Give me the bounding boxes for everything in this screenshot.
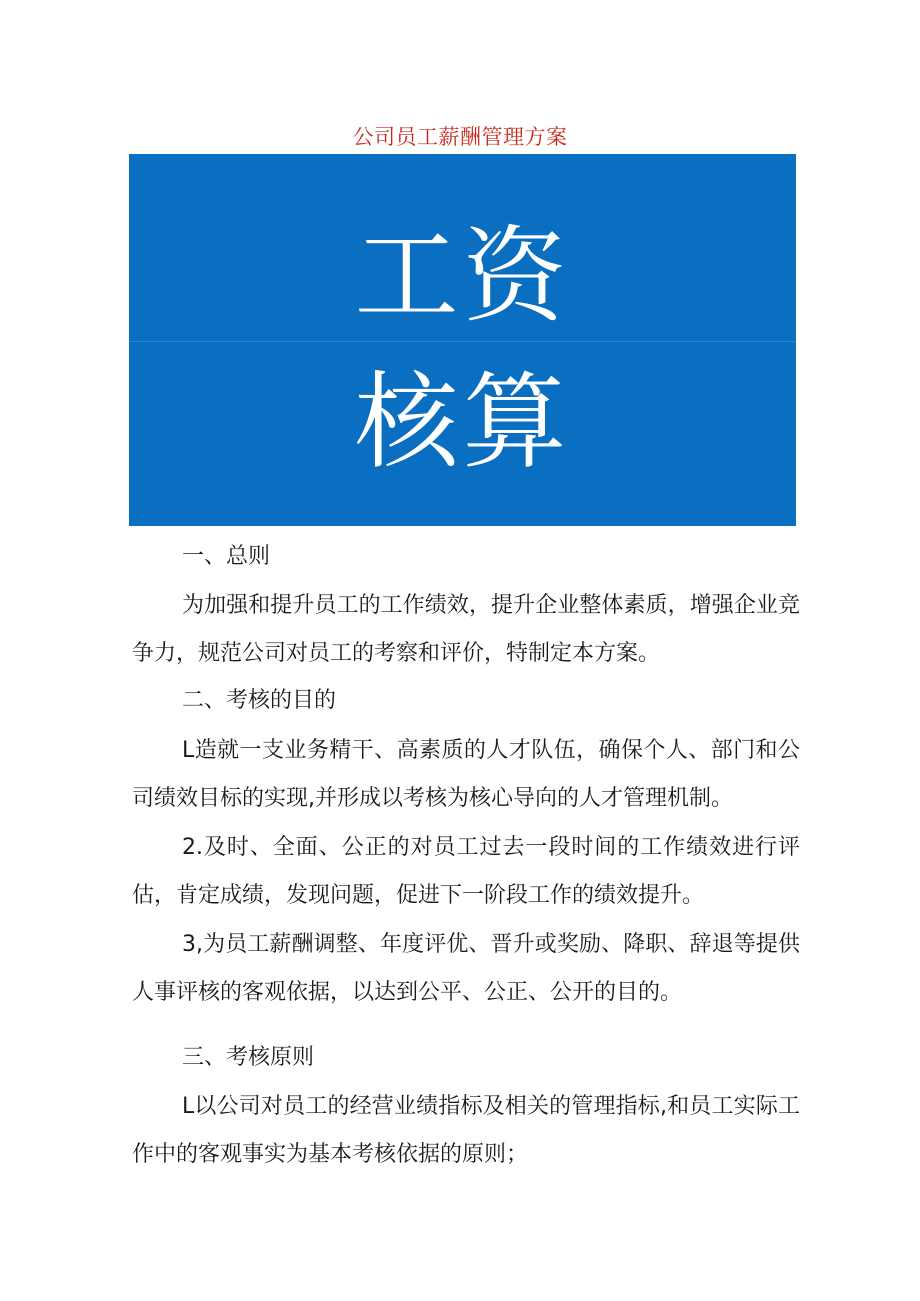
banner-line-1: 工资 [354,215,571,337]
cover-banner [129,154,796,526]
paragraph-general: 为加强和提升员工的工作绩效，提升企业整体素质，增强企业竞争力，规范公司对员工的考察和评价，特制定本方案。 [132,593,800,666]
paragraph-purpose-2: 2.及时、全面、公正的对员工过去一段时间的工作绩效进行评估，肯定成绩，发现问题，促进下一阶段工作的绩效提升。 [132,835,800,908]
banner-line-2: 核算 [354,361,571,483]
paragraph-purpose-1: L造就一支业务精干、高素质的人才队伍，确保个人、部门和公司绩效目标的实现,并形成以考核为核心导向的人才管理机制。 [132,738,800,811]
section-heading-principles: 三、考核原则 [182,1045,315,1070]
paragraph-purpose-3: 3,为员工薪酬调整、年度评优、晋升或奖励、降职、辞退等提供人事评核的客观依据，以达到公平、公正、公开的目的。 [132,932,800,1005]
section-heading-purpose: 二、考核的目的 [182,688,337,713]
paragraph-principles-1: L以公司对员工的经营业绩指标及相关的管理指标,和员工实际工作中的客观事实为基本考核依据的原则； [132,1094,800,1167]
section-heading-general: 一、总则 [182,544,271,569]
banner-divider [129,341,796,342]
document-title: 公司员工薪酬管理方案 [352,125,568,149]
